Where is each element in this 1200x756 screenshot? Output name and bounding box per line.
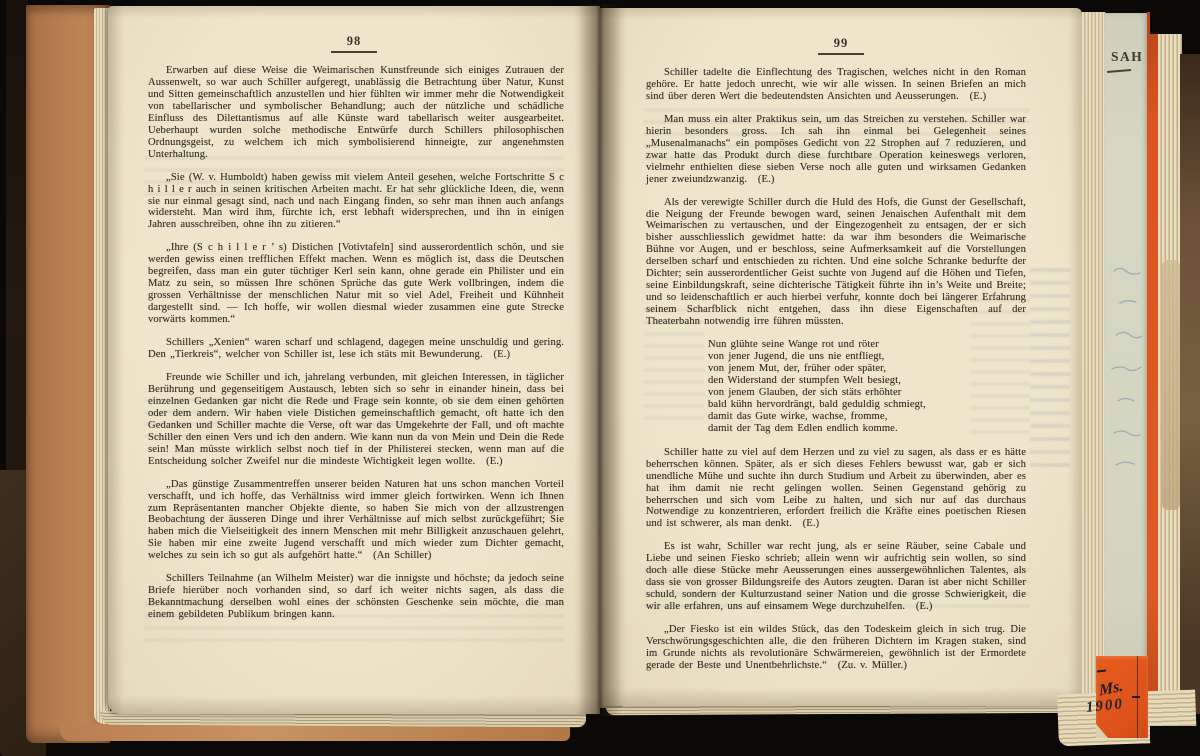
sticker-handwriting-ms: Ms. [1098,677,1124,700]
back-cover-edge [1180,54,1200,714]
paragraph: „Sie (W. v. Humboldt) haben gewiss mit vielem Anteil gesehen, welche Fortschritte S c h i l l e r auch in seinen kritischen Arbeiten macht. Er hat sehr glückliche Ideen, die, wenn sie nur einmal gesagt sind, nach und nach Eingang finden, so sehr man ihnen auch anfangs widersteht. Man wird ihm, fürchte ich, erst lebhaft widersprechen, und ihn in einigen Jahren ausschreiben, ohne ihn zu zitieren.“ [148,171,564,231]
insert-page-edge [1104,13,1148,737]
left-page-header [108,34,600,53]
page-number-rule [331,51,377,53]
right-page [600,8,1082,706]
page-number-rule [818,53,864,55]
sticker-torn-corner [1096,724,1108,738]
paragraph: Als der verewigte Schiller durch die Huld des Hofs, die Gunst der Gesellschaft, die Neigung der Freunde bewogen ward, seinen Jenaischen Aufenthalt mit dem Weimarischen zu vertauschen, und der Eingezogenheit zu entsagen, der er sich bisher ausschliesslich gewidmet hatte: da war ihm besonders die Weimarische Bühne vor Augen, und er beschloss, seine Aufmerksamkeit auf die Vorstellungen derselben scharf und entschieden zu richten. Und eine solche Schranke bedurfte der Dichter; sein ausserordentlicher Geist suchte von Jugend auf die Höhen und Tiefen, seine Einbildungskraft, seine dichterische Tätigkeit führte ihn in’s Weite und Breite; und so leidenschaftlich er auch hierbei verfuhr, konnte doch bei längerer Erfahrung seinem Scharfblick nicht entgehen, dass ihn diese Eigenschaften auf der Theaterbahn notwendig irre führen müssten. [646,196,1026,328]
paragraph: Erwarben auf diese Weise die Weimarischen Kunstfreunde sich einiges Zutrauen der Aussenwelt, so war auch Schiller aufgeregt, unablässig die Betrachtung über Natur, Kunst und Sitten gemeinschaftlich anzustellen und hier fühlten wir immer mehr die Notwendigkeit von tabellarischer und symbolischer Behandlung; auch der nützliche und schädliche Einfluss des Dilettantismus auf alle Künste ward tabellarisch weiter ausgearbeitet. Ueberhaupt wurden solche methodische Entwürfe durch Schillers philosophischen Ordnungsgeist, zu welchem ich mich symbolisierend hinneigte, zur angenehmsten Unterhaltung. [148,65,564,160]
poem [708,339,1026,435]
fore-edge-right-inner [1082,12,1106,714]
paragraph: „Das günstige Zusammentreffen unserer beiden Naturen hat uns schon manchen Vorteil verschafft, und ich hoffe, das Verhältniss wird immer gleich fortwirken. Wenn ich Ihnen zum Repräsentanten mancher Objekte diente, so haben Sie mich von der allzustrengen Beobachtung der äusseren Dinge und ihrer Verhältnisse auf mich selbst zurückgeführt; Sie haben mich die Vielseitigkeit des innern Menschen mit mehr Billigkeit anzuschauen gelehrt, Sie haben mir eine zweite Jugend verschafft und mich wieder zum Dichter gemacht, welches zu sein ich so gut als aufgehört hatte.“ (An Schiller) [148,478,564,562]
handwritten-year: 1900 [1085,696,1125,716]
poem-line: damit das Gute wirke, wachse, fromme, [708,410,888,422]
paragraph: Schiller hatte zu viel auf dem Herzen und zu viel zu sagen, als dass er es hätte beherrschen können. Später, als er sich dieses Fehlers bewusst war, gab er sich unendliche Mühe und suchte ihn durch Studium und Arbeit zu überwinden, aber es hat ihm damit nie recht gelingen wollen. Seinen Gegenstand gehörig zu beherrschen und sich vom Leibe zu halten, und sich nur auf das durchaus Notwendige zu konzentrieren, erfordert freilich die Kräfte eines poetischen Riesen und ist schwerer, als man denkt. (E.) [646,446,1026,530]
poem-line: Nun glühte seine Wange rot und röter [708,339,879,351]
spine-label: SAH [1111,49,1144,64]
paragraph: „Der Fiesko ist ein wildes Stück, das den Todeskeim gleich in sich trug. Die Verschwörungsgeschichten alle, die den früheren Dichtern im Kragen staken, sind im Grunde nichts als revolutionäre Schwärmereien, gewöhnlich ist der Ermordete gerade der Beste und Unentbehrlichste.“ (Zu. v. Müller.) [646,624,1026,671]
poem-line: von jenem Mut, der, früher oder später, [708,362,887,374]
paragraph: „Ihre (S c h i l l e r ’ s) Distichen [Votivtafeln] sind ausserordentlich schön, und sie werden gewiss einen trefflichen Effekt machen. Wenn es möglich ist, dass die Deutschen begreifen, dass man ein guter tüchtiger Kerl sein kann, ohne gerade ein Philister und ein Matz zu sein, so müssen Ihre schönen Sprüche das gute Werk vollbringen, indem die grossen Verhältnisse der menschlichen Natur mit so viel Adel, Freiheit und Kühnheit dargestellt sind. — Ich hoffe, wir wollen diesmal wieder zusammen eine gute Strecke vorwärts kommen.“ [148,242,564,326]
paragraph: Schillers Teilnahme (an Wilhelm Meister) war die innigste und höchste; da jedoch seine Briefe hierüber noch vorhanden sind, so darf ich weiter nichts sagen, als dass die Bekanntmachung derselben wohl eines der schönsten Geschenke sein möchte, die man einem gebildeten Publikum bringen kann. [148,573,564,621]
torn-paper-patch [1162,260,1180,510]
paragraph: Freunde wie Schiller und ich, jahrelang verbunden, mit gleichen Interessen, in täglicher Berührung und gegenseitigem Austausch, lebten sich so sehr in einander hinein, dass bei einzelnen Gedanken gar nicht die Rede und Frage sein konnte, ob sie dem einen gehörten oder dem andern. Wir haben viele Distichen gemeinschaftlich gemacht, oft hatte ich den Gedanken und Schiller machte die Verse, oft war das Umgekehrte der Fall, und oft machte Schiller den einen Vers und ich den andern. Wie kann nun da von Mein und Dein die Rede sein! Man müsste wirklich selbst noch tief in der Philisterei stecken, wenn man auf die Entscheidung solcher Zweifel nur die mindeste Wichtigkeit legen wollte. (E.) [148,371,564,467]
paragraph: Man muss ein alter Praktikus sein, um das Streichen zu verstehen. Schiller war hierin besonders gross. Ich sah ihn einmal bei Gelegenheit seines „Musenalmanachs“ ein pompöses Gedicht von 22 Strophen auf 7 reduzieren, und zwar hatte das Produkt durch diese furchtbare Operation keineswegs verloren, vielmehr enthielten diese sieben Verse noch alle guten und wirksamen Gedanken jener zweiundzwanzig. (E.) [646,113,1026,185]
left-page [108,6,600,714]
poem-line: den Widerstand der stumpfen Welt besiegt, [708,374,901,386]
paragraph: Es ist wahr, Schiller war recht jung, als er seine Räuber, seine Cabale und Liebe und seinen Fiesko schrieb; allein wenn wir aufrichtig sein wollen, so sind doch alle diese Stücke mehr Aeusserungen eines aussergewöhnlichen Talentes, als dass sie von grosser Bildungsreife des Autors zeugten. Daran ist aber nicht Schiller schuld, sondern der Kulturzustand seiner Nation und die grosse Schwierigkeit, die wir alle erfahren, uns auf einsamem Wege durchzuhelfen. (E.) [646,541,1026,613]
poem-line: bald kühn hervordrängt, bald geduldig schmiegt, [708,398,926,410]
page-number: 98 [346,34,362,48]
page-number: 99 [833,36,849,50]
backdrop-corner [1150,726,1200,756]
poem-line: damit der Tag dem Edlen endlich komme. [708,422,898,434]
paragraph: Schiller tadelte die Einflechtung des Tragischen, welches nicht in den Roman gehöre. Er hatte jedoch unrecht, wie wir alle wissen. In seinen Briefen an mich sind über deren Wert die bedeutendsten Ansichten und Aeusserungen. (E.) [646,67,1026,102]
orange-bookmark-edge [1147,12,1158,736]
backdrop-corner [1150,0,1200,34]
showthrough-handwriting [1106,261,1146,491]
sticker-dash [1132,696,1140,698]
showthrough-handwriting-ghost [1030,268,1070,468]
right-page-text [646,67,1026,683]
left-page-text [148,65,564,632]
paragraph: Schillers „Xenien“ waren scharf und schlagend, dagegen meine unschuldig und gering. Den „Tierkreis“, welcher von Schiller ist, lese ich stäts mit Bewunderung. (E.) [148,337,564,361]
right-page-header [600,36,1082,55]
sticker-dash [1097,670,1106,673]
spine-label-underline [1107,69,1131,73]
poem-line: von jener Jugend, die uns nie entfliegt, [708,351,885,363]
poem-line: von jenem Glauben, der sich stäts erhöhter [708,386,902,398]
